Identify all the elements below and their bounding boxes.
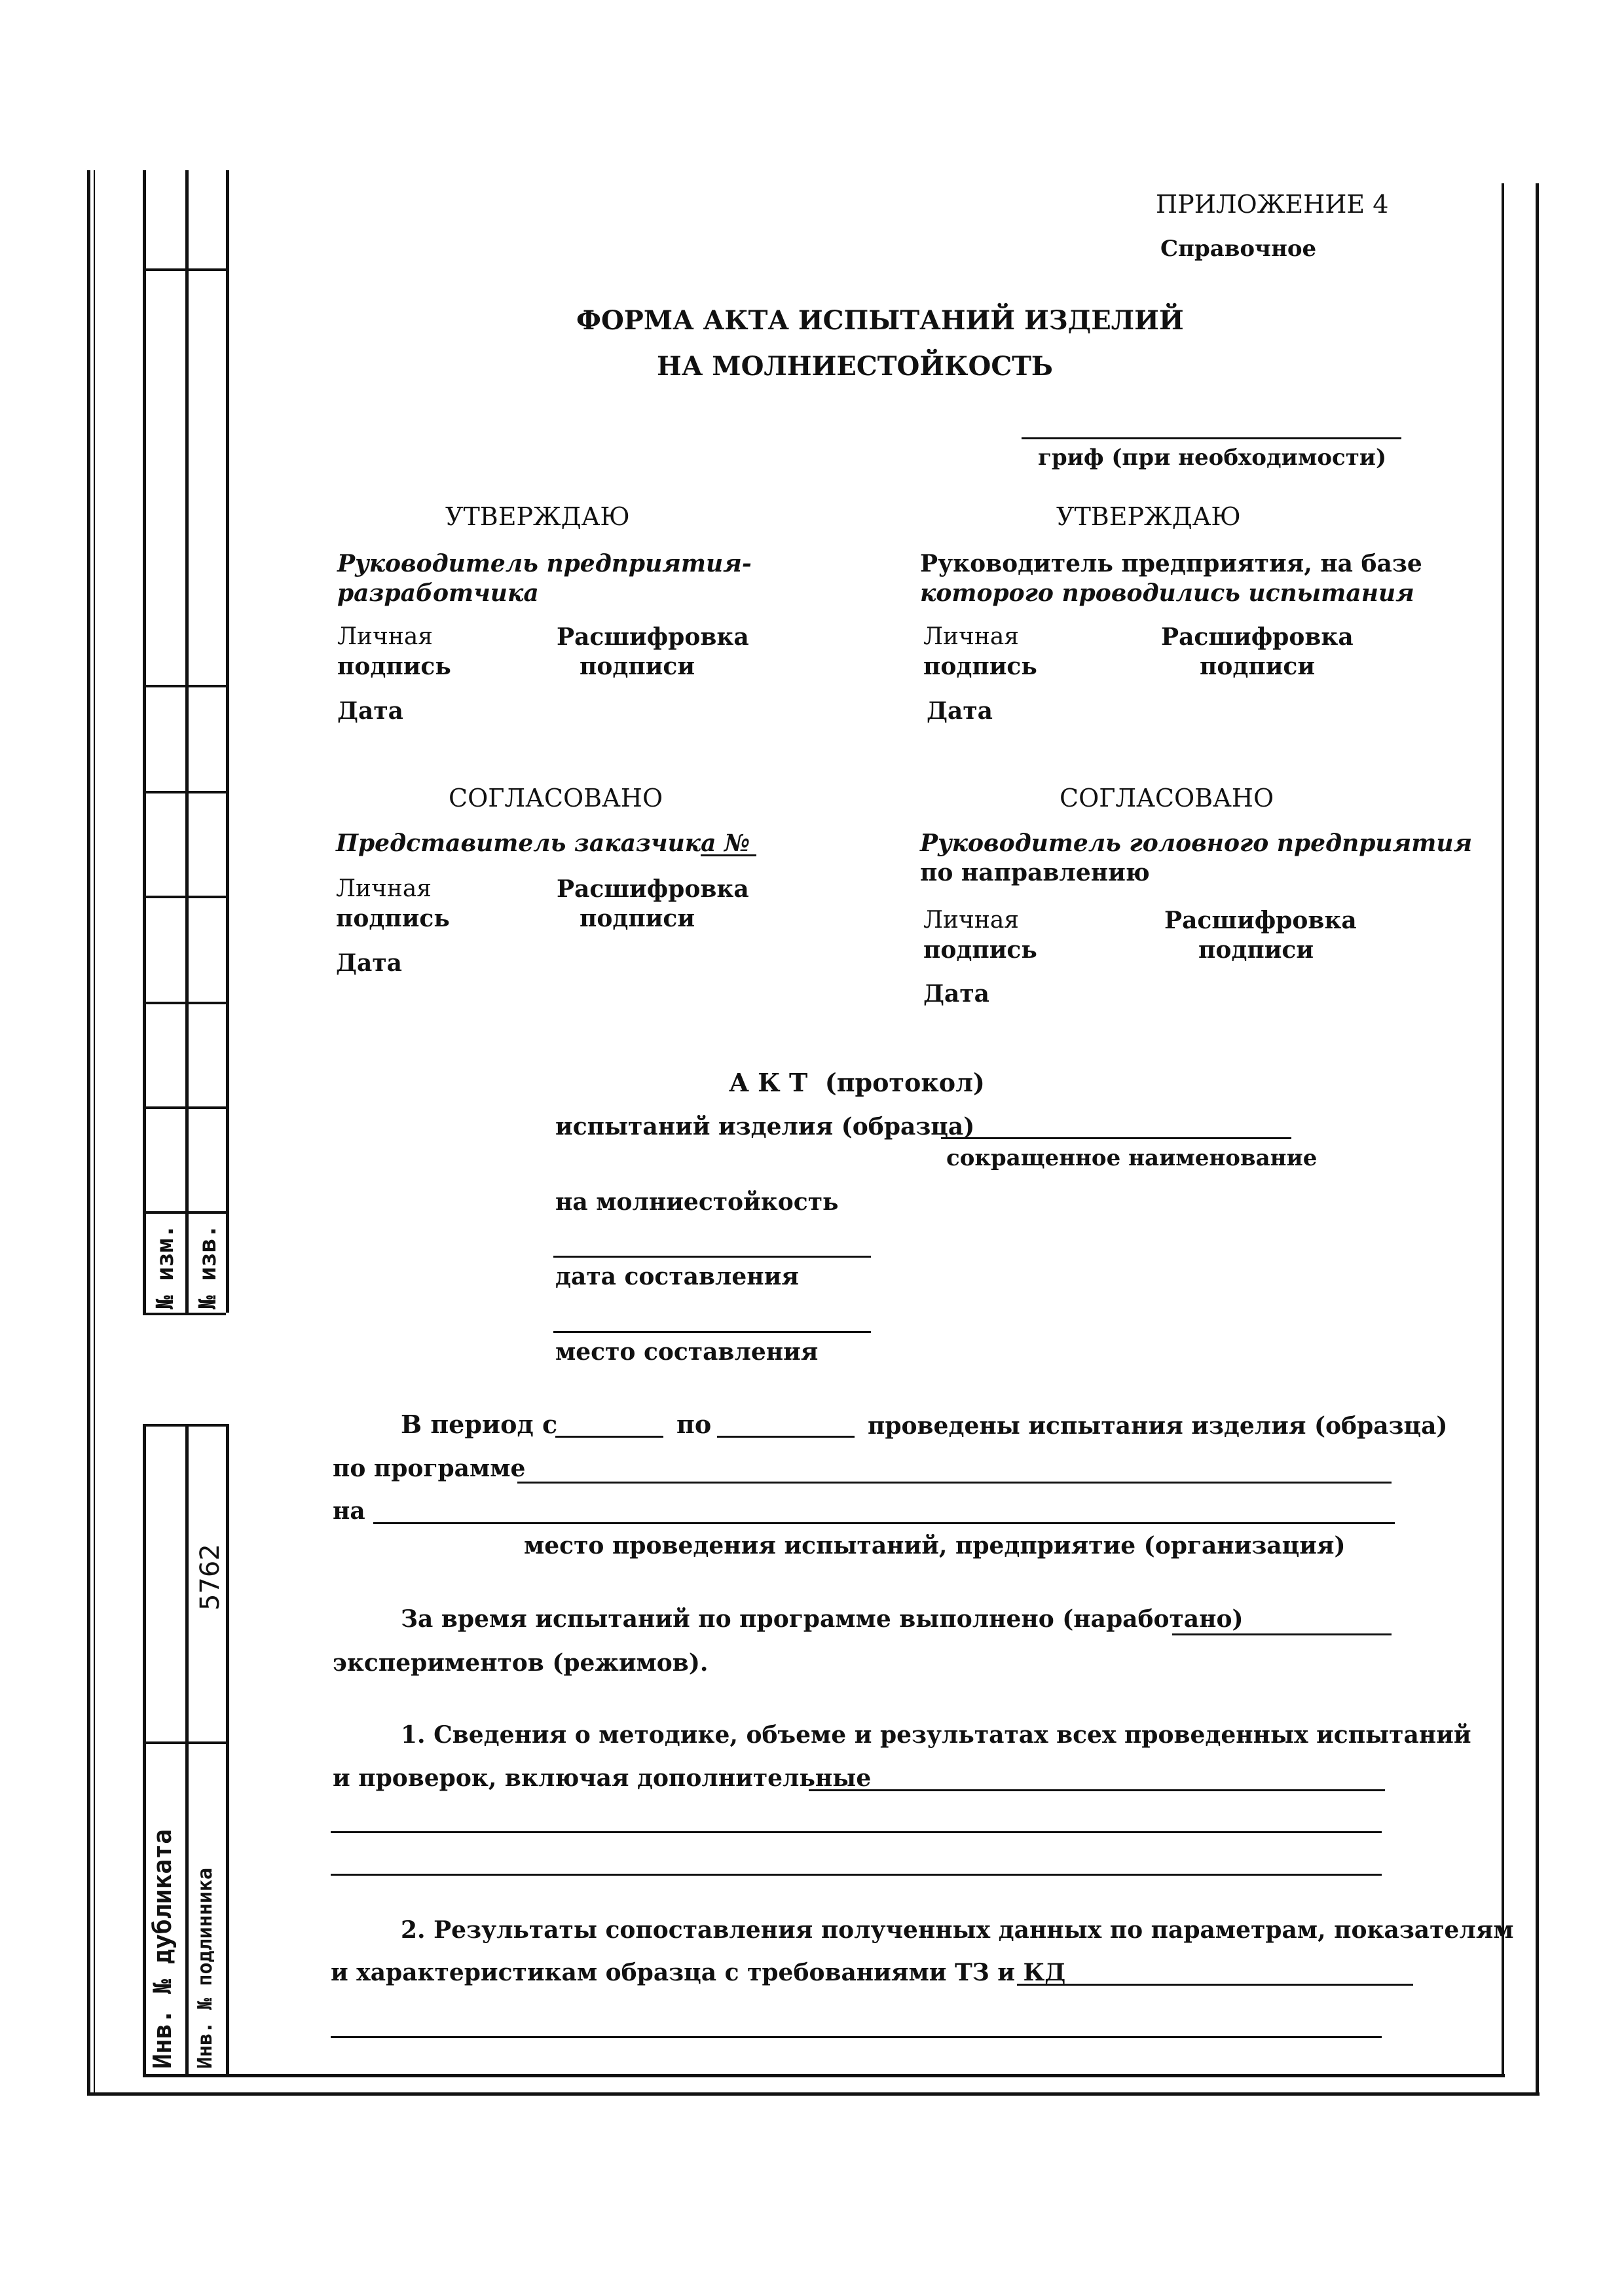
section-1-fill-1 [809, 1789, 1385, 1791]
appendix-label: ПРИЛОЖЕНИЕ 4 [1156, 190, 1389, 219]
during-label: За время испытаний по программе выполнено (наработано) [401, 1605, 1244, 1633]
agree-right-decode-1: Расшифровка [1164, 907, 1357, 934]
approve-right-date: Дата [927, 697, 993, 725]
act-date-made: дата составления [555, 1263, 799, 1290]
form-title-line-2: НА МОЛНИЕСТОЙКОСТЬ [657, 351, 1053, 382]
margin-row-4 [143, 896, 226, 898]
section-1-fill-3 [331, 1874, 1382, 1876]
approve-left-decode-2: подписи [580, 653, 695, 680]
margin-change-no: № изм. [152, 1224, 179, 1309]
frame-bottom-inner [143, 2074, 1505, 2077]
margin-row-5 [143, 1002, 226, 1004]
margin-upper-col-c [226, 170, 229, 1313]
approve-right-decode-1: Расшифровка [1161, 623, 1354, 651]
margin-upper-col-b [185, 170, 189, 1313]
margin-notice-no: № изв. [194, 1224, 221, 1309]
margin-row-1 [143, 268, 226, 271]
act-title: А К Т (протокол) [729, 1068, 985, 1097]
agree-right-decode-2: подписи [1198, 936, 1314, 964]
agree-right-date: Дата [923, 980, 989, 1008]
section-2-line-1: 2. Результаты сопоставления полученных данных по параметрам, показателям [401, 1916, 1514, 1944]
agree-left-decode-2: подписи [580, 905, 695, 932]
margin-lower-col-b [185, 1424, 189, 2075]
section-1-line-1: 1. Сведения о методике, объеме и результатах всех проведенных испытаний [401, 1721, 1471, 1749]
act-for: на молниестойкость [555, 1188, 839, 1216]
section-2-line-2: и характеристикам образца с требованиями ТЗ и КД [331, 1959, 1066, 1986]
form-title-line-1: ФОРМА АКТА ИСПЫТАНИЙ ИЗДЕЛИЙ [576, 305, 1184, 336]
reference-label: Справочное [1160, 236, 1317, 262]
approve-left-heading: УТВЕРЖДАЮ [445, 502, 630, 531]
margin-lower-col-c [226, 1424, 229, 2075]
margin-lower-top [143, 1424, 226, 1427]
approve-left-title-1: Руководитель предприятия- [337, 550, 752, 577]
act-tests-of: испытаний изделия (образца) [555, 1113, 975, 1140]
program-line [517, 1482, 1392, 1484]
grif-line [1022, 437, 1401, 439]
period-tests-label: проведены испытания изделия (образца) [868, 1412, 1448, 1440]
approve-left-date: Дата [337, 697, 403, 725]
act-place-line [553, 1331, 871, 1333]
experiments-label: экспериментов (режимов). [333, 1649, 709, 1677]
act-short-name: сокращенное наименование [946, 1145, 1318, 1171]
period-start-line [555, 1436, 663, 1438]
agree-left-sign-1: Личная [336, 875, 432, 902]
approve-right-heading: УТВЕРЖДАЮ [1056, 502, 1241, 531]
section-1-fill-2 [331, 1831, 1382, 1833]
margin-orig-inv: Инв. № подлинника [194, 1867, 217, 2069]
approve-left-decode-1: Расшифровка [557, 623, 749, 651]
approve-left-sign-1: Личная [337, 623, 434, 650]
on-line [373, 1522, 1395, 1524]
agree-left-sign-2: подпись [336, 905, 450, 932]
margin-row-2 [143, 685, 226, 687]
agree-right-heading: СОГЛАСОВАНО [1060, 784, 1274, 812]
grif-caption: гриф (при необходимости) [1038, 445, 1387, 471]
agree-right-sign-1: Личная [923, 907, 1020, 934]
approve-left-sign-2: подпись [337, 653, 451, 680]
frame-bottom-outer [87, 2092, 1540, 2096]
period-end-label: по [676, 1410, 712, 1439]
margin-upper-col-a [143, 170, 146, 1313]
margin-orig-inv-value: 5762 [195, 1544, 225, 1611]
period-end-line [717, 1436, 855, 1438]
on-label: на [333, 1497, 365, 1525]
agree-right-title-1: Руководитель головного предприятия [920, 829, 1473, 857]
approve-right-title-2: которого проводились испытания [920, 579, 1414, 607]
place-caption: место проведения испытаний, предприятие (организация) [524, 1532, 1346, 1559]
agree-right-title-2: по направлению [920, 859, 1150, 886]
approve-right-title-1: Руководитель предприятия, на базе [920, 550, 1422, 577]
section-2-fill-1 [1017, 1984, 1413, 1986]
frame-left-inner [94, 170, 95, 2095]
frame-right-inner [1502, 183, 1504, 2075]
approve-left-title-2: разработчика [337, 579, 539, 607]
approve-right-sign-1: Личная [923, 623, 1020, 650]
act-place-made: место составления [555, 1338, 819, 1366]
margin-row-8 [143, 1313, 226, 1315]
agree-left-number-line [701, 854, 756, 856]
approve-right-sign-2: подпись [923, 653, 1037, 680]
program-label: по программе [333, 1455, 526, 1482]
margin-row-6 [143, 1106, 226, 1109]
agree-right-sign-2: подпись [923, 936, 1037, 964]
margin-row-3 [143, 791, 226, 793]
margin-dup-inv: Инв. № дубликата [148, 1829, 177, 2069]
act-date-line [553, 1256, 871, 1258]
agree-left-heading: СОГЛАСОВАНО [449, 784, 663, 812]
act-name-line [941, 1137, 1291, 1139]
margin-lower-mid [143, 1741, 226, 1744]
section-1-line-2: и проверок, включая дополнительные [333, 1764, 872, 1792]
agree-left-title-1: Представитель заказчика № [336, 829, 750, 857]
agree-left-date: Дата [336, 949, 402, 977]
agree-left-decode-1: Расшифровка [557, 875, 749, 903]
frame-right-outer [1536, 183, 1539, 2095]
margin-row-7 [143, 1211, 226, 1214]
during-line [1172, 1633, 1392, 1635]
approve-right-decode-2: подписи [1200, 653, 1316, 680]
margin-lower-col-a [143, 1424, 146, 2075]
period-start-label: В период с [401, 1410, 558, 1439]
section-2-fill-2 [331, 2036, 1382, 2038]
frame-left-outer [87, 170, 90, 2095]
